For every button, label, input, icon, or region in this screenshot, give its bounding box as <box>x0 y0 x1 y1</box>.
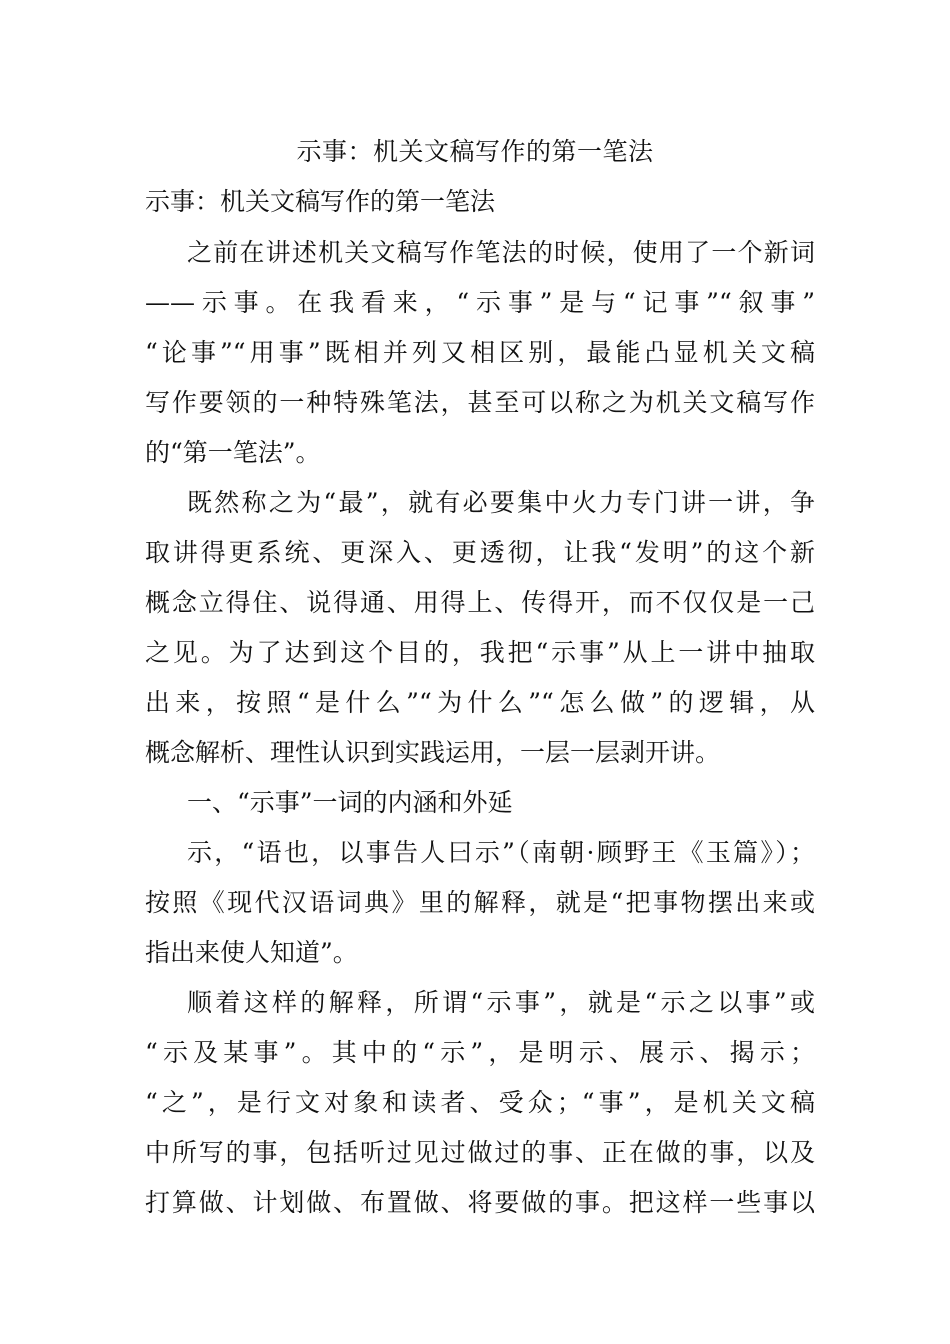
document-subtitle: 示事：机关文稿写作的第一笔法 <box>145 187 496 216</box>
document-body <box>145 228 815 1228</box>
text-line: ——示事。在我看来，“示事”是与“记事”“叙事” <box>145 288 815 317</box>
text-line: 概念解析、理性认识到实践运用，一层一层剥开讲。 <box>145 738 721 767</box>
text-line: 之前在讲述机关文稿写作笔法的时候，使用了一个新词 <box>187 238 815 267</box>
text-line: 示，“语也，以事告人曰示”（南朝·顾野王《玉篇》）； <box>187 838 815 867</box>
text-line: 的“第一笔法”。 <box>145 438 321 467</box>
text-line: 指出来使人知道”。 <box>145 938 358 967</box>
text-line: 取讲得更系统、更深入、更透彻，让我“发明”的这个新 <box>145 538 815 567</box>
text-line: 既然称之为“最”，就有必要集中火力专门讲一讲，争 <box>187 488 815 517</box>
text-line: 之见。为了达到这个目的，我把“示事”从上一讲中抽取 <box>145 638 815 667</box>
text-line: 顺着这样的解释，所谓“示事”，就是“示之以事”或 <box>187 988 815 1017</box>
text-line: “示及某事”。其中的“示”，是明示、展示、揭示； <box>145 1038 815 1067</box>
text-line: 中所写的事，包括听过见过做过的事、正在做的事，以及 <box>145 1138 815 1167</box>
text-line: 一、“示事”一词的内涵和外延 <box>187 788 513 817</box>
text-line: 打算做、计划做、布置做、将要做的事。把这样一些事以 <box>145 1188 815 1217</box>
text-line: “之”，是行文对象和读者、受众；“事”，是机关文稿 <box>145 1088 815 1117</box>
text-line: 按照《现代汉语词典》里的解释，就是“把事物摆出来或 <box>145 888 815 917</box>
text-line: 写作要领的一种特殊笔法，甚至可以称之为机关文稿写作 <box>145 388 815 417</box>
text-line: “论事”“用事”既相并列又相区别，最能凸显机关文稿 <box>145 338 815 367</box>
text-line: 概念立得住、说得通、用得上、传得开，而不仅仅是一己 <box>145 588 815 617</box>
text-line: 出来，按照“是什么”“为什么”“怎么做”的逻辑，从 <box>145 688 815 717</box>
document-title: 示事：机关文稿写作的第一笔法 <box>296 137 654 166</box>
